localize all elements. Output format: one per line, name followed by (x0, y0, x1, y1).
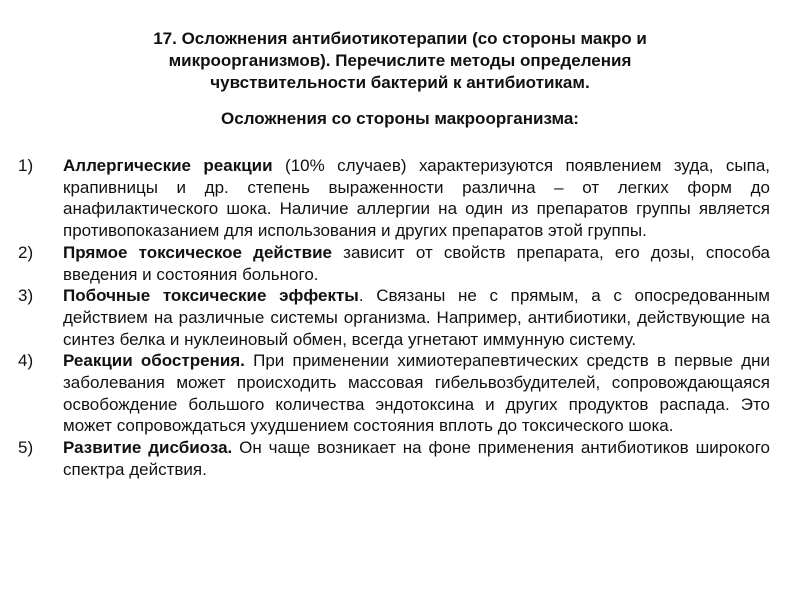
title-line: 17. Осложнения антибиотикотерапии (со стороны макро и (153, 29, 647, 48)
list-item (18, 285, 770, 350)
item-term: Аллергические реакции (63, 156, 273, 175)
slide-title (60, 28, 740, 94)
item-text: зависит от свойств препарата, его дозы, способа введения и состояния больного. (63, 242, 770, 284)
item-number: 4) (18, 351, 34, 371)
item-number: 5) (18, 438, 34, 458)
item-number: 1) (18, 156, 34, 175)
list-item (18, 242, 770, 285)
list-item (18, 350, 770, 437)
item-term: Прямое токсическое действие (63, 242, 332, 262)
title-line: чувствительности бактерий к антибиотикам. (210, 73, 590, 92)
item-term: Побочные токсические эффекты (63, 286, 359, 306)
item-text: . Связаны не с прямым, а с опосредованным действием на различные системы организма. Например, антибиотики, действующие на синтез белка и нуклеиновый обмен, всегда угнетают иммунную систему. (63, 286, 770, 349)
title-line: микроорганизмов). Перечислите методы определения (168, 51, 632, 70)
list-item (18, 437, 770, 480)
section-subtitle: Осложнения со стороны макроорганизма: (221, 109, 579, 128)
item-number: 3) (18, 286, 34, 306)
item-text: При применении химиотерапевтических средств в первые дни заболевания может происходить массовая гибельвозбудителей, сопровождающаяся освобождение большого количества эндотоксина и других продуктов распада. Это может сопровождаться ухудшением состояния вплоть до токсического шока. (63, 351, 771, 436)
list-item (18, 155, 770, 242)
complications-list (18, 155, 770, 481)
item-term: Развитие дисбиоза. (63, 438, 233, 458)
item-text: (10% случаев) характеризуются появлением зуда, сыпа, крапивницы и др. степень выраженности различна – от легких форм до анафилактического шока. Наличие аллергии на один из препаратов группы является противопоказанием для использования и других препаратов этой группы. (63, 156, 770, 241)
item-number: 2) (18, 242, 34, 262)
item-text: Он чаще возникает на фоне применения антибиотиков широкого спектра действия. (63, 438, 770, 479)
item-term: Реакции обострения. (63, 351, 245, 371)
